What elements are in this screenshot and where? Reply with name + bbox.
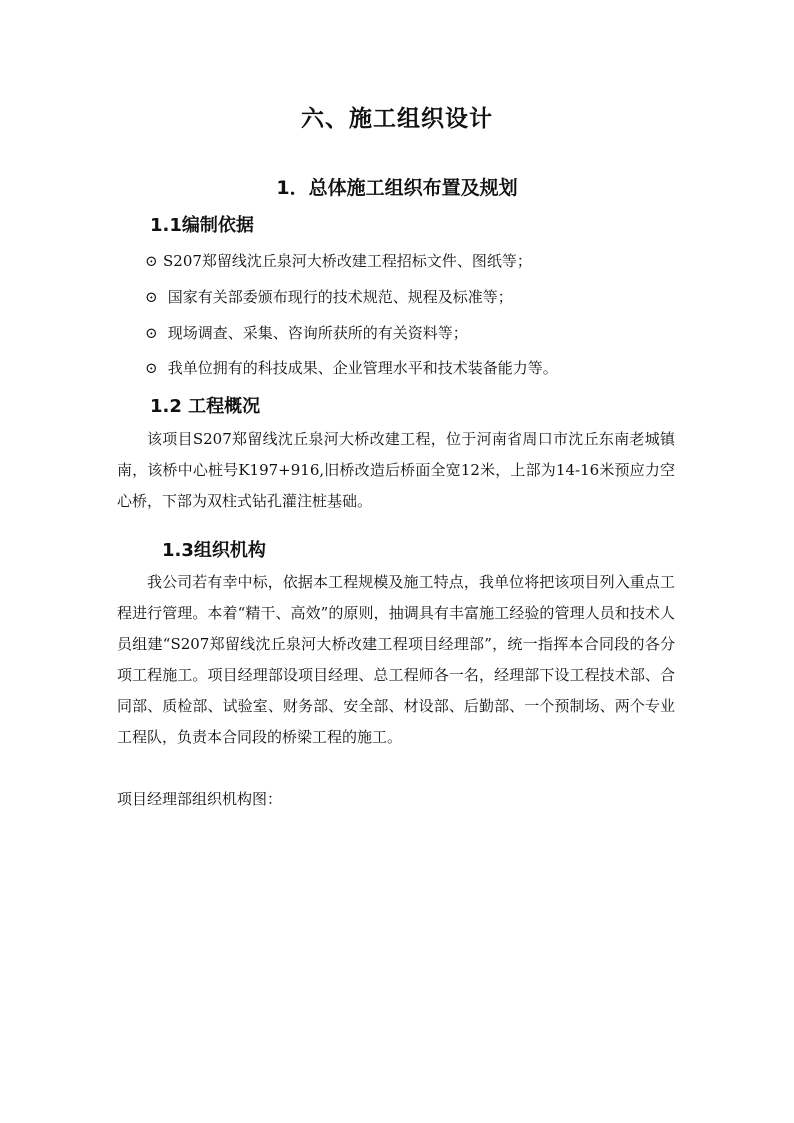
- bullet-icon: ⊙: [145, 324, 158, 342]
- bullet-icon: ⊙: [145, 288, 158, 306]
- bullet-item: [145, 286, 513, 307]
- bullet-item: [145, 322, 468, 343]
- bullet-text: S207郑留线沈丘泉河大桥改建工程招标文件、图纸等；: [163, 252, 532, 270]
- section-heading: 1．总体施工组织布置及规划: [276, 177, 518, 199]
- organization-text: 我公司若有幸中标，依据本工程规模及施工特点，我单位将把该项目列入重点工程进行管理。本着“精干、高效”的原则，抽调具有丰富施工经验的管理人员和技术人员组建“S207郑留线沈丘泉河大桥改建工程项目经理部”，统一指挥本合同段的各分项工程施工。项目经理部设项目经理、总工程师各一名，经理部下设工程技术部、合同部、质检部、试验室、财务部、安全部、材设部、后勤部、一个预制场、两个专业工程队，负责本合同段的桥梁工程的施工。: [117, 573, 675, 746]
- bullet-icon: ⊙: [145, 252, 158, 270]
- org-chart-caption: 项目经理部组织机构图：: [117, 790, 283, 808]
- bullet-text: 我单位拥有的科技成果、企业管理水平和技术装备能力等。: [163, 359, 558, 377]
- bullet-icon: ⊙: [145, 359, 158, 377]
- subsection-heading-1-2: 1.2 工程概况: [150, 396, 261, 417]
- page-title: 六、施工组织设计: [301, 106, 493, 132]
- subsection-heading-1-1: 1.1编制依据: [150, 215, 254, 236]
- overview-text: 该项目S207郑留线沈丘泉河大桥改建工程，位于河南省周口市沈丘东南老城镇南，该桥中心桩号K197+916,旧桥改造后桥面全宽12米，上部为14-16米预应力空心桥，下部为双柱式钻孔灌注桩基础。: [117, 430, 675, 510]
- bullet-item: [145, 357, 558, 378]
- subsection-heading-1-3: 1.3组织机构: [162, 540, 266, 561]
- organization-paragraph: [117, 567, 675, 753]
- bullet-item: [145, 250, 532, 271]
- overview-paragraph: [117, 424, 675, 517]
- bullet-text: 国家有关部委颁布现行的技术规范、规程及标准等；: [163, 288, 513, 306]
- bullet-text: 现场调查、采集、咨询所获所的有关资料等；: [163, 324, 468, 342]
